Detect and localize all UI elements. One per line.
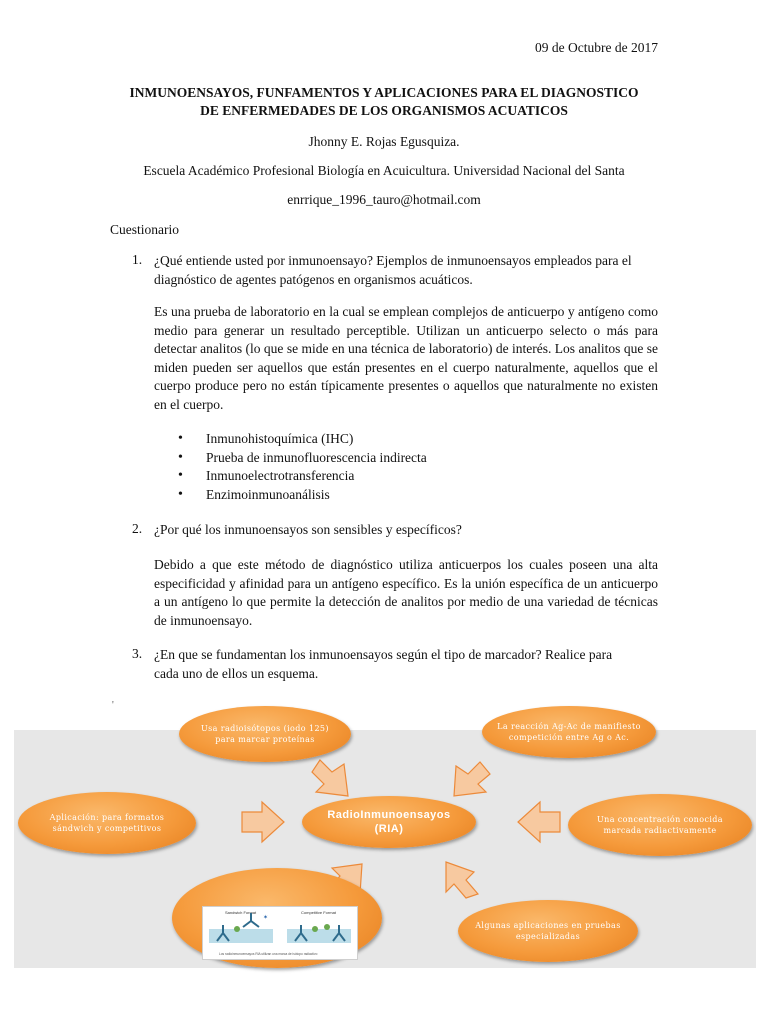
question-3 [154, 646, 658, 683]
answer-1: Es una prueba de laboratorio en la cual se emplean complejos de anticuerpo y antígeno como medio para generar un resultado perceptible. Utilizan un anticuerpo selecto o más para detectar analitos (lo que se mide en una técnica de laboratorio) de interés. Los analitos que se miden pueden ser aquellos que están presentes en el cuerpo naturalmente, aquellos que el cuerpo produce pero no están típicamente presentes o aquellos que naturalmente no existen en el cuerpo. [154, 304, 658, 412]
concept-oval-center [302, 796, 476, 848]
question-number: 2. [132, 521, 143, 536]
question-number: 1. [132, 252, 143, 267]
concept-oval-top-left [179, 706, 351, 762]
affiliation: Escuela Académico Profesional Biología en Acuicultura. Universidad Nacional del Santa [143, 163, 625, 178]
concept-label: Una concentración conocida marcada radiactivamente [597, 815, 723, 835]
concept-oval-right [568, 794, 752, 856]
question-3-line-1: ¿En que se fundamentan los inmunoensayos según el tipo de marcador? Realice para [154, 647, 613, 662]
immunoassay-examples-list [178, 430, 578, 504]
question-1-line-2: diagnóstico de agentes patógenos en organismos acuáticos. [154, 271, 473, 287]
title-line-2: DE ENFERMEDADES DE LOS ORGANISMOS ACUATICOS [200, 103, 568, 118]
question-3-line-2: cada uno de ellos un esquema. [154, 665, 319, 681]
arrow-icon [242, 802, 284, 842]
concept-oval-left [18, 792, 196, 854]
concept-label: Usa radioisótopos (iodo 125) para marcar proteínas [201, 724, 329, 744]
question-number: 3. [132, 646, 143, 661]
author-name: Jhonny E. Rojas Egusquiza. [308, 134, 460, 149]
list-item: • Prueba de inmunofluorescencia indirecta [178, 449, 578, 468]
arrow-icon [312, 760, 348, 796]
concept-label: Algunas aplicaciones en pruebas especializadas [475, 921, 621, 941]
svg-text:✶: ✶ [263, 915, 269, 921]
stray-mark: ' [112, 700, 114, 711]
document-title [0, 84, 768, 120]
concept-label: La reacción Ag-Ac de manifiesto competición entre Ag o Ac. [497, 722, 641, 742]
list-item: • Inmunoelectrotransferencia [178, 467, 578, 486]
competitive-format-label: Competitive Format [301, 910, 336, 915]
question-1-line-1: ¿Qué entiende usted por inmunoensayo? Ejemplos de inmunoensayos empleados para el [154, 253, 632, 268]
question-2: ¿Por qué los inmunoensayos son sensibles y específicos? [154, 522, 462, 537]
arrow-icon [446, 862, 478, 898]
arrow-icon [454, 762, 490, 796]
central-concept-label: RadioInmunoensayos (RIA) [327, 809, 451, 835]
document-date: 09 de Octubre de 2017 [535, 40, 658, 55]
list-item: • Inmunohistoquímica (IHC) [178, 430, 578, 449]
assay-format-illustration [202, 906, 358, 960]
answer-2: Debido a que este método de diagnóstico utiliza anticuerpos los cuales poseen una alta especificidad y afinidad para un antígeno específico. Es la unión específica de un anticuerpo a un antígeno lo que permite la detección de analitos por medio de una variedad de técnicas de inmunoensayo. [154, 557, 658, 628]
list-item: • Enzimoinmunoanálisis [178, 486, 578, 505]
sandwich-format-label: Sandwich Format [225, 910, 257, 915]
ria-concept-diagram [14, 704, 756, 974]
author-email: enrrique_1996_tauro@hotmail.com [287, 192, 481, 207]
concept-oval-bottom-right [458, 900, 638, 962]
arrow-icon [518, 802, 560, 842]
illustration-caption: Los radioinmunoensayos RIA utilizan una marca de isótopo radiactivo [219, 952, 318, 956]
question-1 [154, 252, 658, 289]
concept-label: Aplicación: para formatos sándwich y competitivos [49, 813, 165, 833]
concept-oval-top-right [482, 706, 656, 758]
section-label: Cuestionario [110, 222, 179, 237]
antibody-schematic-icon [203, 907, 357, 951]
title-line-1: INMUNOENSAYOS, FUNFAMENTOS Y APLICACIONES PARA EL DIAGNOSTICO [129, 85, 639, 100]
